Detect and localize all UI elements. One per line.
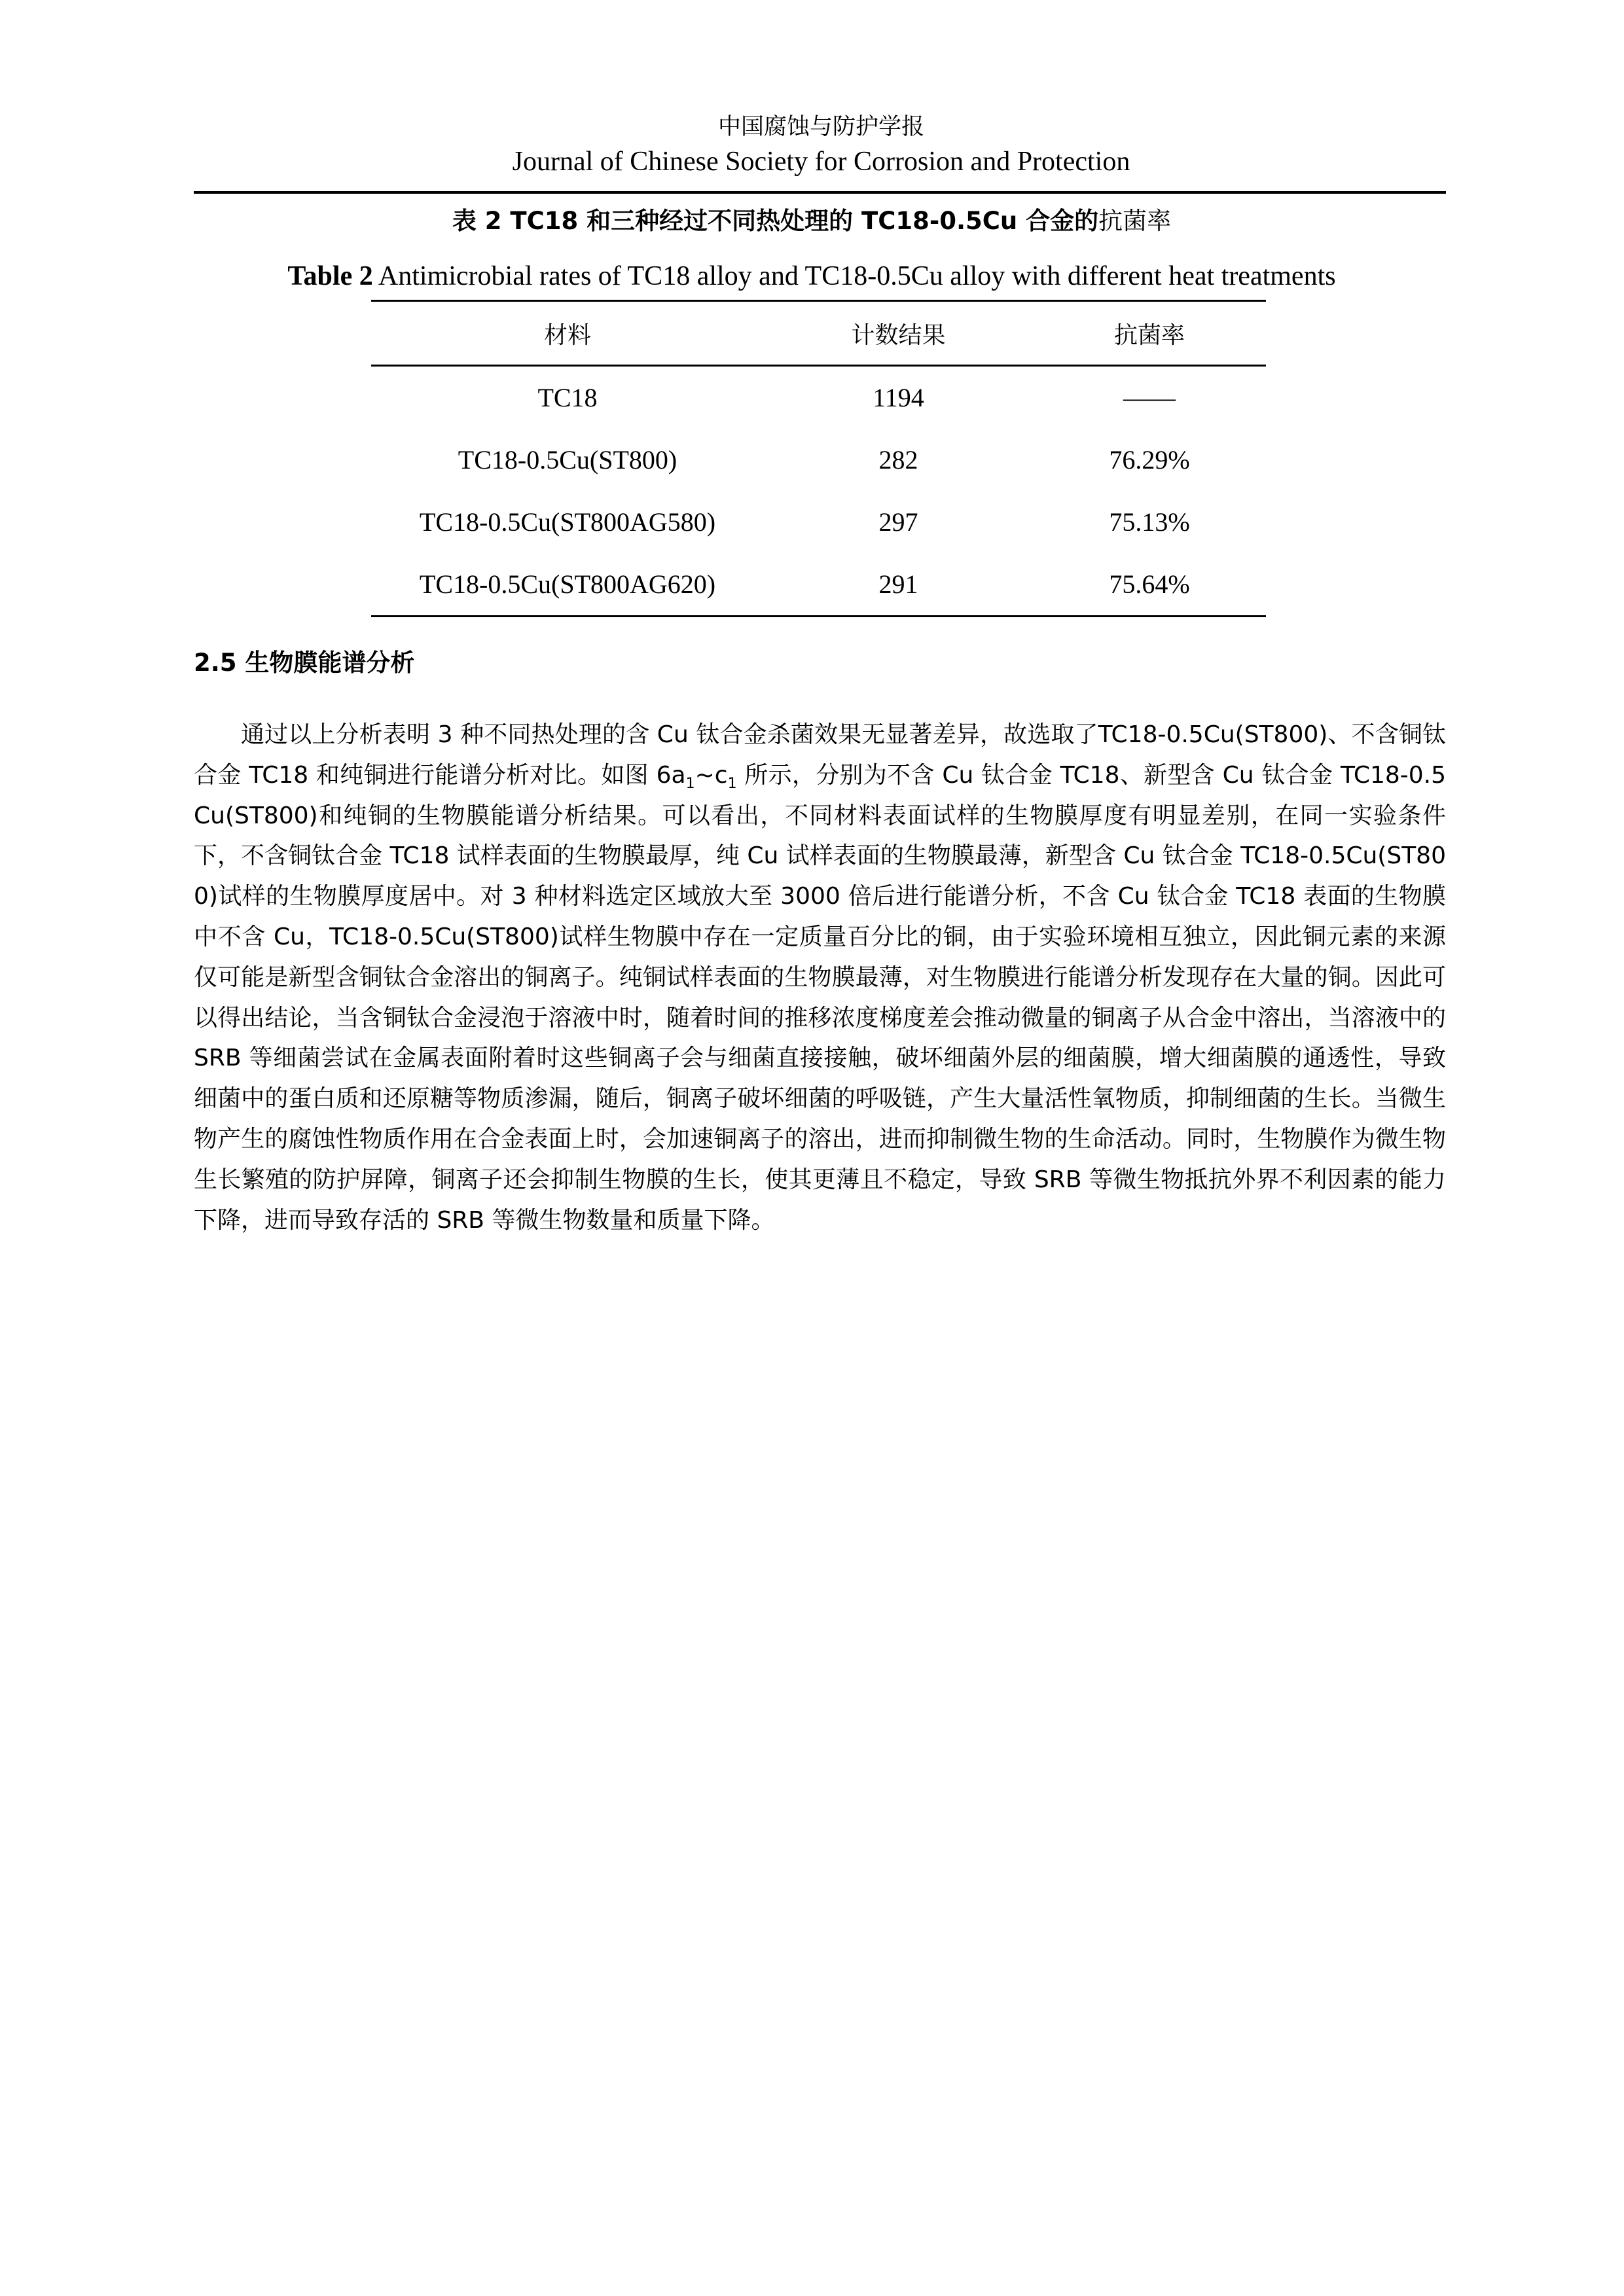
table-caption-cn-rest: 抗菌率 [1098,207,1172,235]
table-cell-count: 297 [878,507,918,537]
body-paragraph [194,715,1446,1240]
table-cell-rate: 76.29% [1109,445,1190,475]
table-header-rate: 抗菌率 [1113,321,1185,349]
table-cell-count: 282 [878,445,918,475]
subscript-a: 1 [685,775,695,792]
subscript-c: 1 [727,775,737,792]
table-cell-material: TC18 [537,383,598,412]
table-row [371,366,1266,429]
table-cell-rate: 75.64% [1109,569,1190,599]
running-header [196,110,1446,179]
table-cell-count: 291 [878,569,918,599]
journal-title-en: Journal of Chinese Society for Corrosion and Protection [512,147,1130,177]
table-row [371,429,1266,491]
header-rule [194,191,1446,194]
table-caption-en-text: Antimicrobial rates of TC18 alloy and TC18-0.5Cu alloy with different heat treatments [372,261,1336,291]
table-caption-cn-bold: 表 2 TC18 和三种经过不同热处理的 TC18-0.5Cu 合金的 [452,207,1099,235]
paragraph-text-part-3: 所示，分别为不含 Cu 钛合金 TC18、新型含 Cu 钛合金 TC18-0.5Cu(ST800)和纯铜的生物膜能谱分析结果。可以看出，不同材料表面试样的生物膜厚度有明显差别，在同一实验条件下，不含铜钛合金 TC18 试样表面的生物膜最厚，纯 Cu 试样表面的生物膜最薄，新型含 Cu 钛合金 TC18-0.5Cu(ST800)试样的生物膜厚度居中。对 3 种材料选定区域放大至 3000 倍后进行能谱分析，不含 Cu 钛合金 TC18 表面的生物膜中不含 Cu，TC18-0.5Cu(ST800)试样生物膜中存在一定质量百分比的铜，由于实验环境相互独立，因此铜元素的来源仅可能是新型含铜钛合金溶出的铜离子。纯铜试样表面的生物膜最薄，对生物膜进行能谱分析发现存在大量的铜。因此可以得出结论，当含铜钛合金浸泡于溶液中时，随着时间的推移浓度梯度差会推动微量的铜离子从合金中溶出，当溶液中的 SRB 等细菌尝试在金属表面附着时这些铜离子会与细菌直接接触，破坏细菌外层的细菌膜，增大细菌膜的通透性，导致细菌中的蛋白质和还原糖等物质渗漏，随后，铜离子破坏细菌的呼吸链，产生大量活性氧物质，抑制细菌的生长。当微生物产生的腐蚀性物质作用在合金表面上时，会加速铜离子的溶出，进而抑制微生物的生命活动。同时，生物膜作为微生物生长繁殖的防护屏障，铜离子还会抑制生物膜的生长，使其更薄且不稳定，导致 SRB 等微生物抵抗外界不利因素的能力下降，进而导致存活的 SRB 等微生物数量和质量下降。 [194,761,1447,1234]
table-caption-cn [196,202,1427,241]
table-cell-material: TC18-0.5Cu(ST800) [458,445,677,475]
table-cell-count: 1194 [873,383,924,412]
table-cell-rate: 75.13% [1109,507,1190,537]
section-heading: 2.5 生物膜能谱分析 [194,649,415,677]
table-cell-material: TC18-0.5Cu(ST800AG620) [419,569,716,599]
table-header-material: 材料 [543,321,591,349]
table-header-count: 计数结果 [851,321,946,349]
table-header-row [371,301,1266,366]
table-row [371,491,1266,553]
table-cell-material: TC18-0.5Cu(ST800AG580) [419,507,716,537]
table-row [371,553,1266,617]
table-caption-en-label: Table 2 [287,261,373,291]
paragraph-text-part-1: 通过以上分析表明 3 种不同热处理的含 Cu 钛合金杀菌效果无显著差异，故选取了TC18-0.5Cu(ST800)、不含铜钛合金 TC18 和纯铜进行能谱分析对比。如图 6a [194,721,1446,789]
antimicrobial-rates-table [371,300,1266,617]
table-caption-en [196,257,1427,296]
table-cell-rate: —— [1123,383,1176,412]
journal-title-cn: 中国腐蚀与防护学报 [717,114,924,140]
paragraph-text-part-2: ~c [695,761,728,789]
